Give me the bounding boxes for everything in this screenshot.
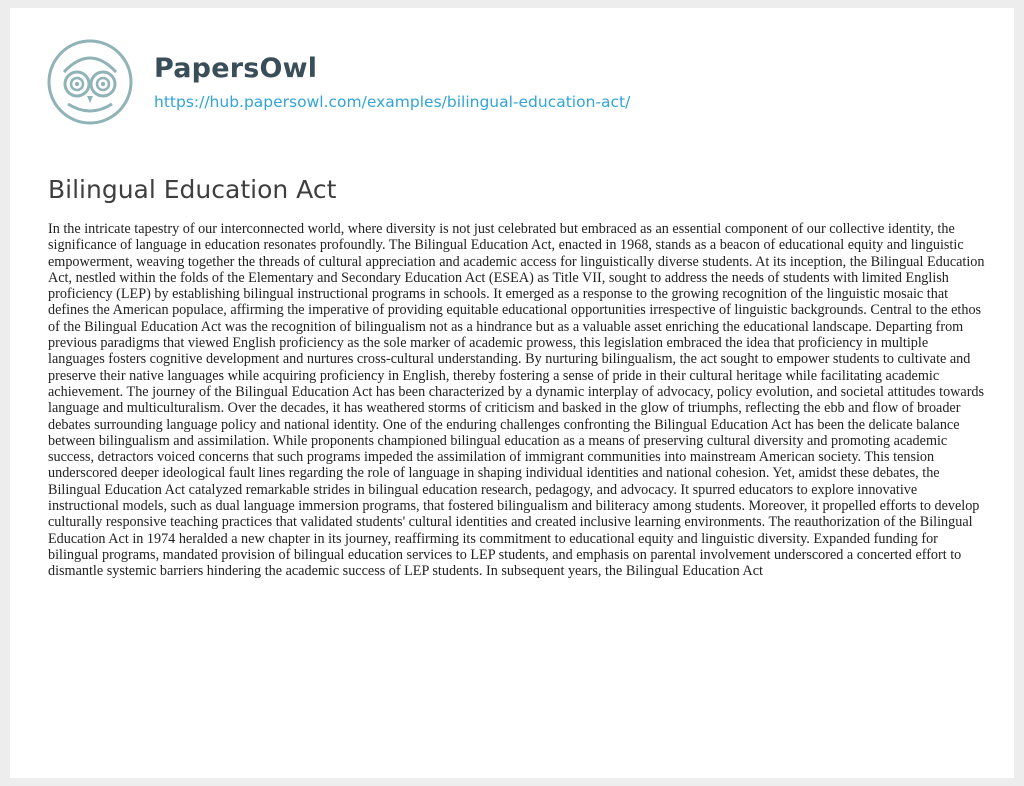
source-url-link[interactable]: https://hub.papersowl.com/examples/bilingual-education-act/ [154,93,631,111]
document-page [10,8,1014,778]
site-header [46,38,630,126]
brand-name: PapersOwl [154,53,318,84]
article-body: In the intricate tapestry of our interconnected world, where diversity is not just celebrated but embraced as an essential component of our collective identity, the significance of language in education resonates profoundly. The Bilingual Education Act, enacted in 1968, stands as a beacon of educational equity and linguistic empowerment, weaving together the threads of cultural appreciation and academic access for linguistically diverse students. At its inception, the Bilingual Education Act, nestled within the folds of the Elementary and Secondary Education Act (ESEA) as Title VII, sought to address the needs of students with limited English proficiency (LEP) by establishing bilingual instructional programs in schools. It emerged as a response to the growing recognition of the linguistic mosaic that defines the American populace, affirming the imperative of providing equitable educational opportunities irrespective of linguistic backgrounds. Central to the ethos of the Bilingual Education Act was the recognition of bilingualism not as a hindrance but as a valuable asset enriching the educational landscape. Departing from previous paradigms that viewed English proficiency as the sole marker of academic prowess, this legislation embraced the idea that proficiency in multiple languages fosters cognitive development and nurtures cross-cultural understanding. By nurturing bilingualism, the act sought to empower students to cultivate and preserve their native languages while acquiring proficiency in English, thereby fostering a sense of pride in their cultural heritage while facilitating academic achievement. The journey of the Bilingual Education Act has been characterized by a dynamic interplay of advocacy, policy evolution, and societal attitudes towards language and multiculturalism. Over the decades, it has weathered storms of criticism and basked in the glow of triumphs, reflecting the ebb and flow of broader debates surrounding language policy and national identity. One of the enduring challenges confronting the Bilingual Education Act has been the delicate balance between bilingualism and assimilation. While proponents championed bilingual education as a means of preserving cultural diversity and promoting academic success, detractors voiced concerns that such programs impeded the assimilation of immigrant communities into mainstream American society. This tension underscored deeper ideological fault lines regarding the role of language in shaping individual identities and national cohesion. Yet, amidst these debates, the Bilingual Education Act catalyzed remarkable strides in bilingual education research, pedagogy, and advocacy. It spurred educators to explore innovative instructional models, such as dual language immersion programs, that fostered bilingualism and biliteracy among students. Moreover, it propelled efforts to develop culturally responsive teaching practices that validated students' cultural identities and created inclusive learning environments. The reauthorization of the Bilingual Education Act in 1974 heralded a new chapter in its journey, reaffirming its commitment to educational equity and linguistic diversity. Expanded funding for bilingual programs, mandated provision of bilingual education services to LEP students, and emphasis on parental involvement underscored a concerted effort to dismantle systemic barriers hindering the academic success of LEP students. In subsequent years, the Bilingual Education Act [48,221,985,580]
page-title: Bilingual Education Act [48,175,337,204]
owl-logo-icon [46,38,134,126]
brand-block [154,52,630,112]
